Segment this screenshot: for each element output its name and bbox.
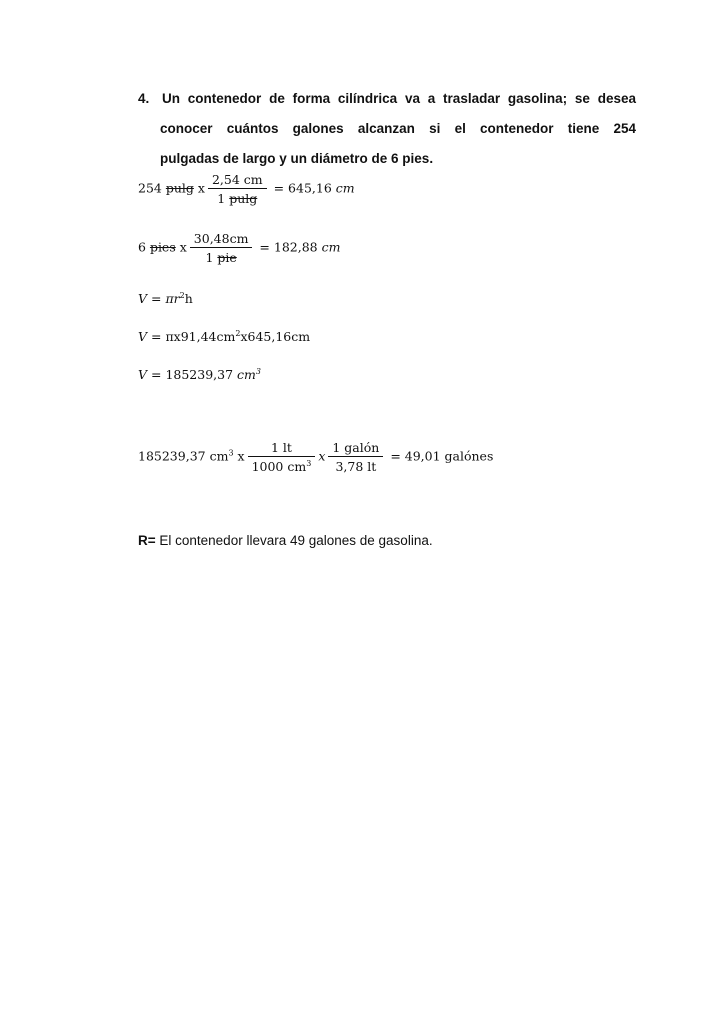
answer-line	[138, 533, 433, 548]
conv3-times1: x	[237, 448, 245, 464]
conv1-times: x	[197, 180, 205, 196]
conv3-lhs: 185239,37 cm	[138, 448, 229, 464]
subst-expr: πx91,44cm	[165, 329, 236, 345]
conv3-times2: x	[318, 448, 326, 464]
conv3-denominator-1	[248, 457, 316, 474]
conv3-den1-exponent: 3	[306, 459, 312, 468]
volume-eq: = 185239,37	[147, 367, 238, 383]
formula-lhs: V	[138, 291, 148, 307]
conv3-fraction-2	[328, 440, 383, 474]
problem-line-1: Un contenedor de forma cilíndrica va a trasladar gasolina; se desea	[162, 91, 636, 106]
volume-unit: cm	[237, 367, 256, 383]
formula-exponent: 2	[179, 291, 185, 300]
volume-lhs: V	[138, 367, 148, 383]
conv2-fraction	[190, 231, 253, 265]
formula-h: h	[184, 291, 193, 307]
conv3-numerator-1: 1 lt	[248, 440, 316, 457]
problem-statement	[138, 84, 636, 174]
answer-text: El contenedor llevara 49 galones de gasolina.	[155, 533, 433, 548]
conv1-fraction	[208, 172, 267, 206]
conv2-lhs-value: 6	[138, 239, 146, 255]
conv3-numerator-2: 1 galón	[328, 440, 383, 457]
volume-substitution	[138, 329, 310, 344]
formula-pi-r: πr	[165, 291, 180, 307]
conv2-times: x	[179, 239, 187, 255]
subst-eq: =	[147, 329, 166, 345]
conv3-lhs-exponent: 3	[228, 448, 234, 458]
subst-lhs: V	[138, 329, 148, 345]
conv2-lhs-unit: pies	[149, 239, 176, 255]
conv3-den1-text: 1000 cm	[251, 459, 307, 475]
conv2-denominator	[190, 248, 253, 265]
conv1-den-value: 1	[217, 191, 226, 206]
conversion-length	[138, 172, 355, 206]
subst-exponent: 2	[235, 329, 241, 338]
conv3-fraction-1	[248, 440, 316, 474]
conv1-numerator: 2,54 cm	[208, 172, 267, 189]
conv2-result-unit: cm	[321, 239, 341, 255]
formula-eq: =	[147, 291, 166, 307]
conv1-result-unit: cm	[335, 180, 355, 196]
conv2-numerator: 30,48cm	[190, 231, 253, 248]
problem-line-3: pulgadas de largo y un diámetro de 6 pies.	[160, 151, 434, 166]
volume-result	[138, 367, 261, 382]
conv1-lhs-unit: pulg	[165, 180, 194, 196]
conv2-result: = 182,88	[259, 239, 318, 255]
conv1-den-unit: pulg	[229, 191, 258, 206]
answer-label: R=	[138, 533, 156, 548]
conv3-denominator-2: 3,78 lt	[335, 459, 377, 475]
conv2-den-unit: pie	[217, 250, 237, 265]
subst-rest: x645,16cm	[240, 329, 311, 345]
conv1-denominator	[208, 189, 267, 206]
conversion-gallons	[138, 440, 493, 474]
conv2-den-value: 1	[205, 250, 214, 265]
problem-line-2: conocer cuántos galones alcanzan si el contenedor tiene 254	[160, 121, 636, 136]
conv3-result: = 49,01 galónes	[390, 448, 494, 464]
problem-number: 4.	[138, 91, 150, 106]
conv1-lhs-value: 254	[138, 180, 162, 196]
volume-exponent: 3	[255, 367, 261, 376]
volume-formula	[138, 291, 193, 306]
conv1-result: = 645,16	[273, 180, 332, 196]
conversion-diameter	[138, 231, 340, 265]
